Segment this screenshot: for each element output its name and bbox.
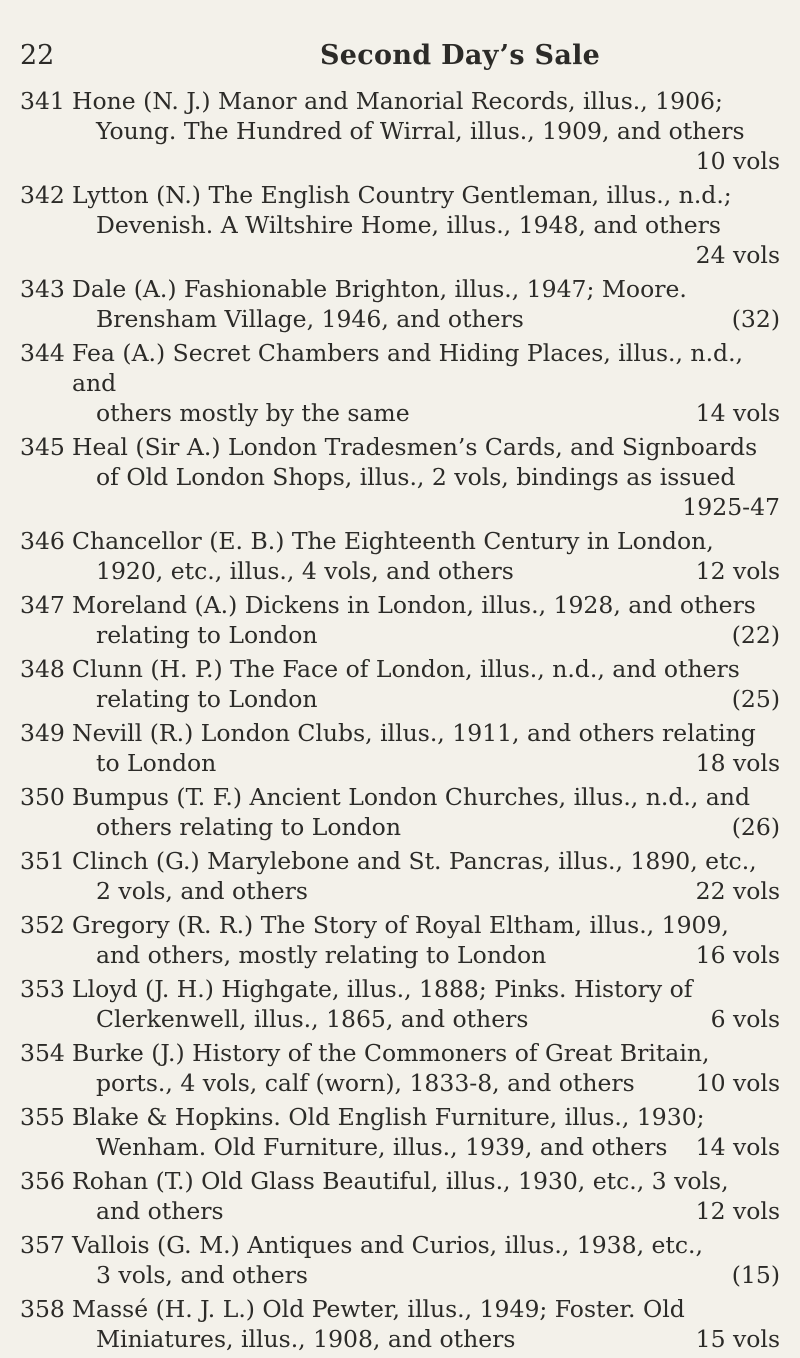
lot-description-line-2: others relating to London	[96, 813, 401, 841]
lot-entry	[0, 718, 800, 778]
lot-description-line-2: Wenham. Old Furniture, illus., 1939, and others	[96, 1133, 668, 1161]
lot-quantity: 10 vols	[695, 1069, 780, 1097]
lot-number: 347	[20, 591, 65, 619]
lot-entry	[0, 338, 800, 428]
lot-quantity: 18 vols	[695, 749, 780, 777]
lot-quantity: 1925-47	[682, 493, 780, 521]
lot-entry	[0, 1166, 800, 1226]
lot-description-line-1: Clinch (G.) Marylebone and St. Pancras, illus., 1890, etc.,	[72, 847, 757, 875]
lot-number: 348	[20, 655, 65, 683]
lot-description-line-1: Lloyd (J. H.) Highgate, illus., 1888; Pinks. History of	[72, 975, 693, 1003]
lot-number: 355	[20, 1103, 65, 1131]
lot-quantity: 16 vols	[695, 941, 780, 969]
lot-quantity: 15 vols	[695, 1325, 780, 1353]
lot-description-line-2: relating to London	[96, 685, 318, 713]
lot-entry	[0, 782, 800, 842]
lot-description-line-1: Gregory (R. R.) The Story of Royal Eltham, illus., 1909,	[72, 911, 729, 939]
lot-description-line-1: Clunn (H. P.) The Face of London, illus., n.d., and others	[72, 655, 740, 683]
lot-number: 344	[20, 339, 65, 367]
lot-description-line-1: Nevill (R.) London Clubs, illus., 1911, and others relating	[72, 719, 756, 747]
lot-description-line-1: Bumpus (T. F.) Ancient London Churches, illus., n.d., and	[72, 783, 750, 811]
lot-quantity: (32)	[731, 305, 780, 333]
lot-list	[0, 86, 800, 1358]
lot-entry	[0, 1294, 800, 1354]
lot-number: 356	[20, 1167, 65, 1195]
lot-description-line-2: 2 vols, and others	[96, 877, 308, 905]
lot-entry	[0, 846, 800, 906]
lot-number: 345	[20, 433, 65, 461]
lot-entry	[0, 1102, 800, 1162]
lot-entry	[0, 180, 800, 270]
lot-description-line-2: Devenish. A Wiltshire Home, illus., 1948, and others	[96, 211, 721, 239]
lot-entry	[0, 654, 800, 714]
lot-number: 353	[20, 975, 65, 1003]
lot-entry	[0, 974, 800, 1034]
lot-entry	[0, 910, 800, 970]
lot-description-line-2: relating to London	[96, 621, 318, 649]
lot-quantity: (26)	[731, 813, 780, 841]
lot-entry	[0, 1038, 800, 1098]
lot-description-line-1: Massé (H. J. L.) Old Pewter, illus., 1949; Foster. Old	[72, 1295, 685, 1323]
lot-entry	[0, 432, 800, 522]
lot-number: 352	[20, 911, 65, 939]
lot-quantity: 10 vols	[695, 147, 780, 175]
lot-description-line-1: Heal (Sir A.) London Tradesmen’s Cards, and Signboards	[72, 433, 758, 461]
page-header	[0, 40, 800, 80]
lot-description-line-1: Moreland (A.) Dickens in London, illus., 1928, and others	[72, 591, 756, 619]
lot-number: 358	[20, 1295, 65, 1323]
lot-number: 357	[20, 1231, 65, 1259]
lot-description-line-2: and others	[96, 1197, 224, 1225]
lot-description-line-1: Rohan (T.) Old Glass Beautiful, illus., 1930, etc., 3 vols,	[72, 1167, 729, 1195]
lot-description-line-1: Hone (N. J.) Manor and Manorial Records, illus., 1906;	[72, 87, 723, 115]
lot-description-line-2: and others, mostly relating to London	[96, 941, 547, 969]
lot-quantity: 22 vols	[695, 877, 780, 905]
lot-quantity: 14 vols	[695, 1133, 780, 1161]
lot-description-line-2: others mostly by the same	[96, 399, 410, 427]
lot-number: 342	[20, 181, 65, 209]
lot-description-line-2: Young. The Hundred of Wirral, illus., 1909, and others	[96, 117, 745, 145]
lot-quantity: 12 vols	[695, 1197, 780, 1225]
lot-description-line-1: Burke (J.) History of the Commoners of Great Britain,	[72, 1039, 710, 1067]
lot-entry	[0, 1230, 800, 1290]
lot-quantity: 24 vols	[695, 241, 780, 269]
lot-description-line-1: Blake & Hopkins. Old English Furniture, illus., 1930;	[72, 1103, 705, 1131]
lot-description-line-2: to London	[96, 749, 217, 777]
lot-quantity: 14 vols	[695, 399, 780, 427]
lot-description-line-1: Lytton (N.) The English Country Gentleman, illus., n.d.;	[72, 181, 732, 209]
running-title: Second Day’s Sale	[320, 40, 601, 71]
lot-quantity: (25)	[731, 685, 780, 713]
lot-description-line-2: of Old London Shops, illus., 2 vols, bindings as issued	[96, 463, 736, 491]
lot-number: 349	[20, 719, 65, 747]
lot-quantity: (22)	[731, 621, 780, 649]
lot-description-line-2: ports., 4 vols, calf (worn), 1833-8, and others	[96, 1069, 635, 1097]
lot-description-line-2: Clerkenwell, illus., 1865, and others	[96, 1005, 529, 1033]
lot-entry	[0, 86, 800, 176]
lot-quantity: 12 vols	[695, 557, 780, 585]
lot-description-line-1: Dale (A.) Fashionable Brighton, illus., 1947; Moore.	[72, 275, 687, 303]
lot-number: 341	[20, 87, 65, 115]
lot-entry	[0, 274, 800, 334]
page-number: 22	[20, 40, 55, 71]
lot-entry	[0, 590, 800, 650]
lot-quantity: 6 vols	[710, 1005, 780, 1033]
lot-number: 350	[20, 783, 65, 811]
lot-description-line-2: Brensham Village, 1946, and others	[96, 305, 524, 333]
lot-number: 343	[20, 275, 65, 303]
lot-number: 351	[20, 847, 65, 875]
lot-description-line-1: Fea (A.) Secret Chambers and Hiding Places, illus., n.d., and	[72, 339, 744, 397]
lot-description-line-2: 3 vols, and others	[96, 1261, 308, 1289]
lot-description-line-2: Miniatures, illus., 1908, and others	[96, 1325, 516, 1353]
lot-description-line-1: Chancellor (E. B.) The Eighteenth Century in London,	[72, 527, 714, 555]
lot-description-line-2: 1920, etc., illus., 4 vols, and others	[96, 557, 514, 585]
lot-number: 354	[20, 1039, 65, 1067]
lot-quantity: (15)	[731, 1261, 780, 1289]
lot-description-line-1: Vallois (G. M.) Antiques and Curios, illus., 1938, etc.,	[72, 1231, 703, 1259]
lot-entry	[0, 526, 800, 586]
lot-number: 346	[20, 527, 65, 555]
